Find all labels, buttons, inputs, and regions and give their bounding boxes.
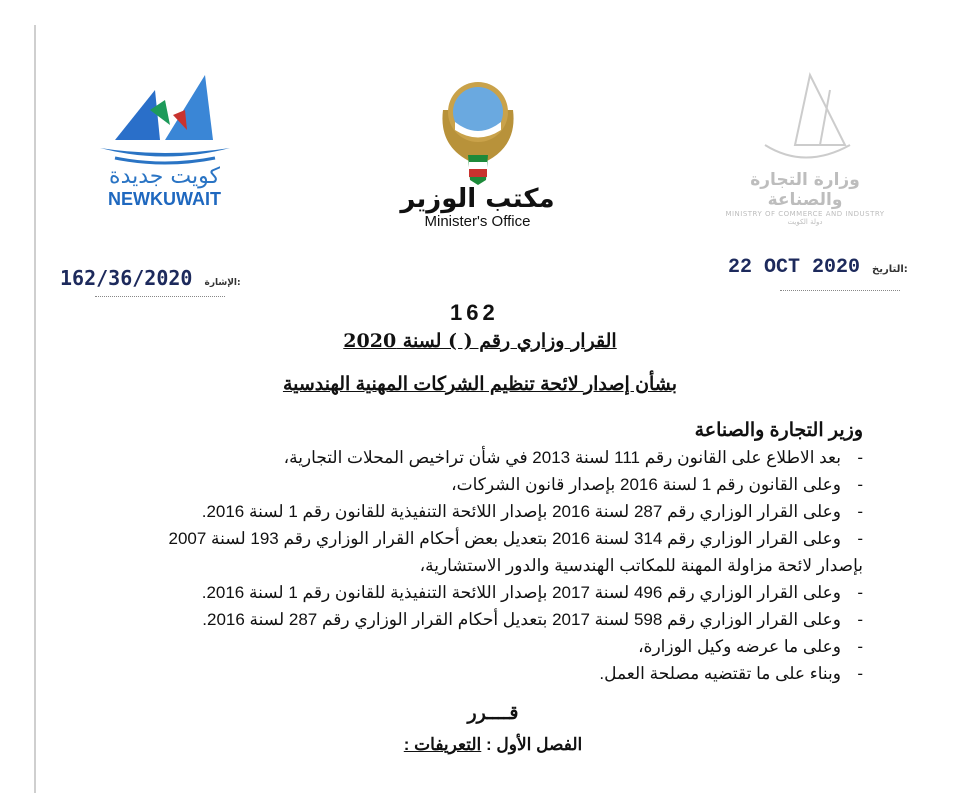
list-item: -وعلى القرار الوزاري رقم 314 لسنة 2016 بتعديل بعض أحكام القرار الوزاري رقم 193 لسنة 2007 بإصدار لائحة مزاولة المهنة للمكاتب الهندسية والدور الاستشارية، (168, 529, 863, 575)
decree-body (123, 418, 863, 757)
decided-heading: قــــرر (467, 703, 519, 724)
chapter-label: الفصل الأول : (486, 735, 583, 754)
chapter-title: التعريفات : (403, 735, 482, 754)
newkuwait-logo (92, 70, 237, 210)
ministry-arabic: وزارة التجارة والصناعة (750, 170, 860, 210)
page-edge (34, 25, 36, 793)
reference-value: 162/36/2020 (60, 266, 193, 290)
ministry-logo (710, 70, 900, 226)
reference-label: الإشارة: (204, 278, 241, 288)
ministry-country: دولة الكويت (787, 218, 823, 226)
list-item: -وعلى القرار الوزاري رقم 287 لسنة 2016 بإصدار اللائحة التنفيذية للقانون رقم 1 لسنة 2016. (201, 502, 863, 521)
list-item: -وعلى القرار الوزاري رقم 496 لسنة 2017 بإصدار اللائحة التنفيذية للقانون رقم 1 لسنة 2016. (201, 583, 863, 602)
decree-subtitle: بشأن إصدار لائحة تنظيم الشركات المهنية الهندسية (282, 374, 678, 395)
item-text: وبناء على ما تقتضيه مصلحة العمل. (599, 664, 841, 683)
list-item: -وعلى ما عرضه وكيل الوزارة، (638, 637, 863, 656)
reference-underline (95, 296, 225, 297)
date-value: 22 OCT 2020 (728, 256, 861, 279)
dhow-sail-icon (95, 70, 235, 165)
date-underline (780, 290, 900, 291)
minister-heading: وزير التجارة والصناعة (694, 420, 863, 441)
item-text: وعلى القرار الوزاري رقم 496 لسنة 2017 بإصدار اللائحة التنفيذية للقانون رقم 1 لسنة 2016. (201, 583, 841, 602)
list-item: -وعلى القرار الوزاري رقم 598 لسنة 2017 بتعديل أحكام القرار الوزاري رقم 287 لسنة 2016. (202, 610, 863, 629)
item-text: بعد الاطلاع على القانون رقم 111 لسنة 2013 في شأن تراخيص المحلات التجارية، (283, 448, 841, 467)
kuwait-emblem-icon (433, 70, 523, 185)
list-item: -وبناء على ما تقتضيه مصلحة العمل. (599, 664, 863, 683)
list-item: -بعد الاطلاع على القانون رقم 111 لسنة 2013 في شأن تراخيص المحلات التجارية، (283, 448, 863, 467)
item-text: وعلى القانون رقم 1 لسنة 2016 بإصدار قانون الشركات، (451, 475, 841, 494)
preamble-list (123, 444, 863, 687)
document-date (728, 256, 908, 279)
date-label: التاريخ: (872, 264, 908, 275)
item-text: وعلى القرار الوزاري رقم 314 لسنة 2016 بتعديل بعض أحكام القرار الوزاري رقم 193 لسنة 2007 بإصدار لائحة مزاولة المهنة للمكاتب الهندسية والدور الاستشارية، (168, 529, 863, 575)
ministers-office-english: Minister's Office (424, 213, 531, 230)
decree-title-text: القرار وزاري رقم ( ) لسنة 2020 (343, 330, 617, 352)
reference-number (60, 266, 241, 290)
decree-title (300, 300, 660, 352)
item-text: وعلى القرار الوزاري رقم 287 لسنة 2016 بإصدار اللائحة التنفيذية للقانون رقم 1 لسنة 2016. (201, 502, 841, 521)
decree-number: 162 (450, 300, 499, 325)
item-text: وعلى القرار الوزاري رقم 598 لسنة 2017 بتعديل أحكام القرار الوزاري رقم 287 لسنة 2016. (202, 610, 841, 629)
ministers-office-arabic: مكتب الوزير (400, 184, 555, 214)
chapter-heading (123, 733, 863, 757)
list-item: -وعلى القانون رقم 1 لسنة 2016 بإصدار قانون الشركات، (451, 475, 863, 494)
ministry-english: MINISTRY OF COMMERCE AND INDUSTRY (725, 210, 885, 218)
newkuwait-english: NEWKUWAIT (108, 189, 221, 209)
newkuwait-arabic: كويت جديدة (109, 164, 220, 189)
item-text: وعلى ما عرضه وكيل الوزارة، (638, 637, 841, 656)
ministers-office-logo (400, 70, 555, 230)
dhow-watermark-icon (750, 70, 860, 170)
